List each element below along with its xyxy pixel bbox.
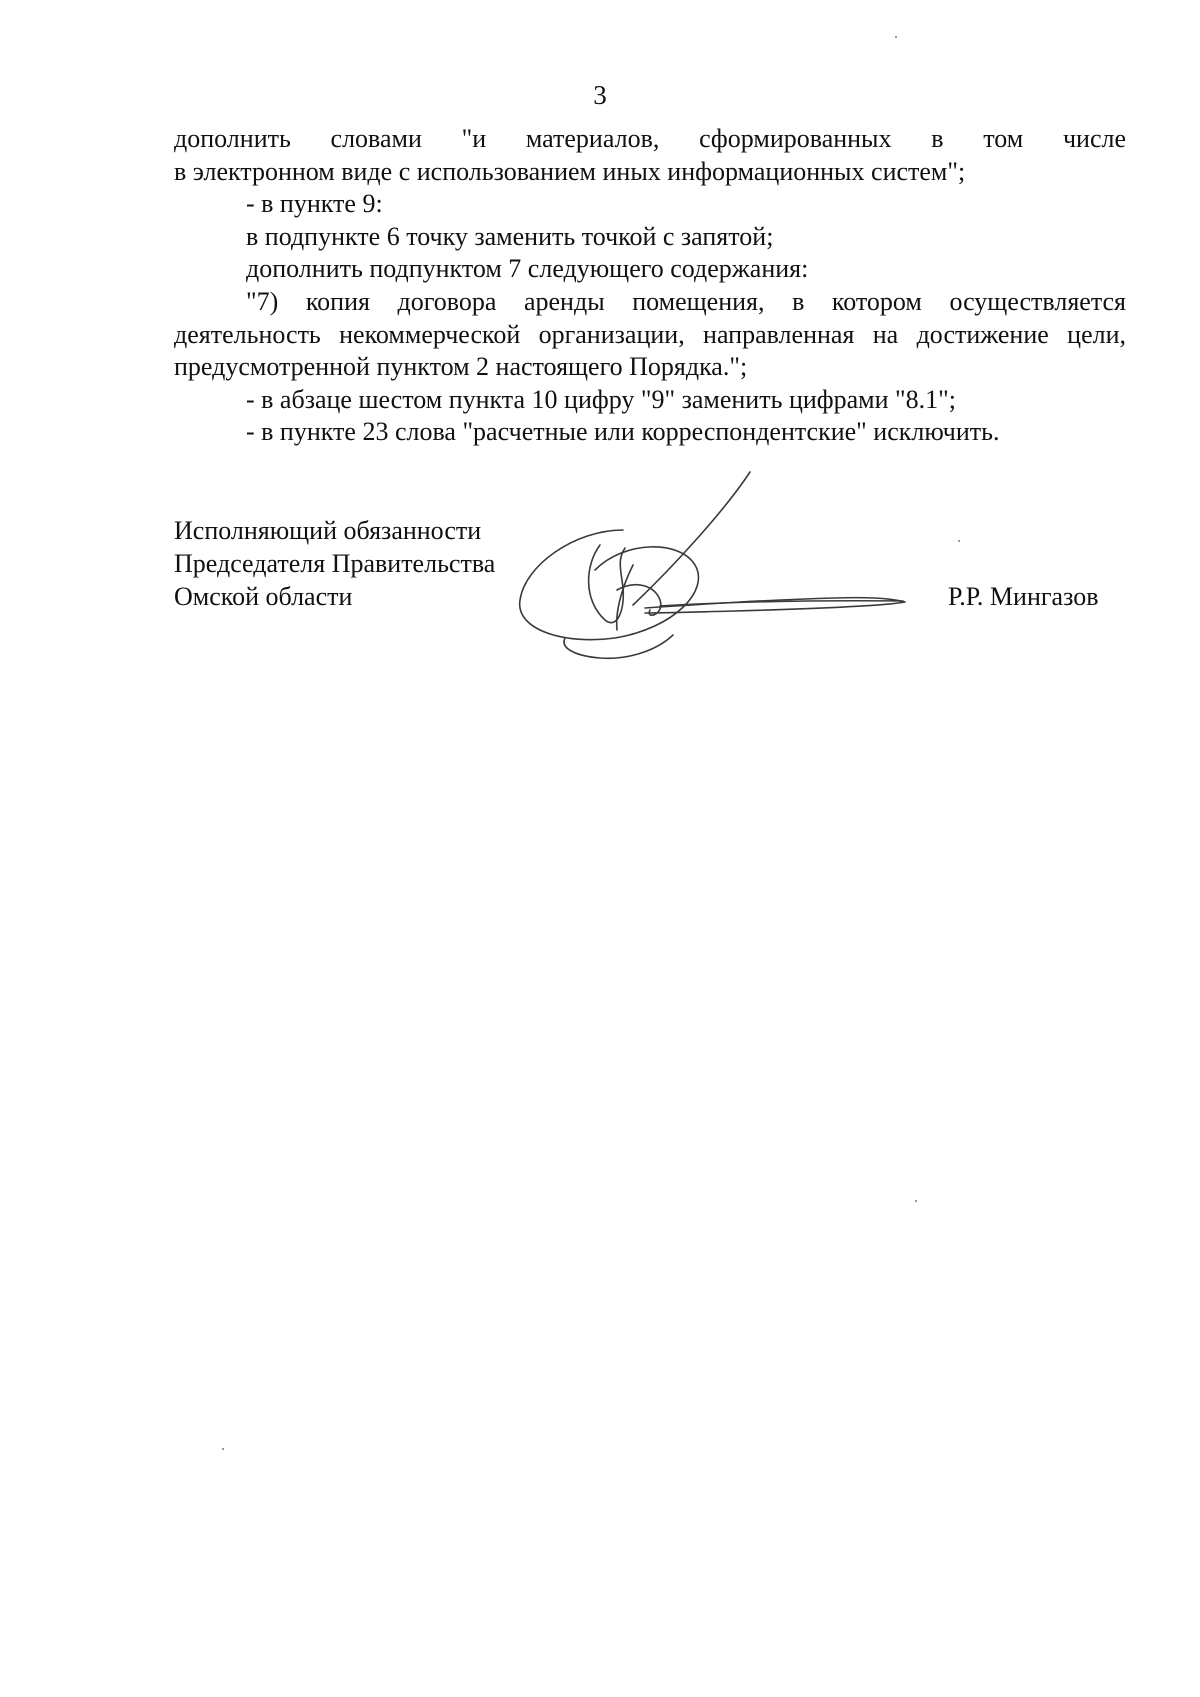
signer-name: Р.Р. Мингазов	[948, 582, 1099, 611]
scan-artifact	[895, 36, 897, 38]
handwritten-signature-icon	[505, 470, 965, 680]
position-line: Исполняющий обязанности	[174, 516, 482, 545]
scan-artifact	[222, 1448, 224, 1450]
document-body	[174, 123, 1126, 449]
paragraph: в электронном виде с использованием иных информационных систем";	[174, 156, 966, 186]
position-line: Председателя Правительства	[174, 549, 496, 578]
position-line: Омской области	[174, 582, 353, 611]
paragraph: - в пункте 23 слова "расчетные или корреспондентские" исключить.	[246, 417, 1000, 447]
scan-artifact	[958, 540, 960, 542]
paragraph: "7) копия договора аренды помещения, в котором осуществляется деятельность некоммерческой организации, направленная на достижение цели, предусмотренной пунктом 2 настоящего Порядка.";	[174, 286, 1126, 382]
paragraph: - в пункте 9:	[246, 189, 383, 219]
paragraph: дополнить словами "и материалов, сформированных в том числе	[174, 124, 1126, 153]
paragraph: - в абзаце шестом пункта 10 цифру "9" заменить цифрами "8.1";	[246, 384, 956, 414]
scan-artifact	[915, 1200, 917, 1202]
paragraph: дополнить подпунктом 7 следующего содержания:	[246, 254, 809, 284]
page-number: 3	[593, 80, 607, 110]
paragraph: в подпункте 6 точку заменить точкой с запятой;	[246, 221, 774, 251]
